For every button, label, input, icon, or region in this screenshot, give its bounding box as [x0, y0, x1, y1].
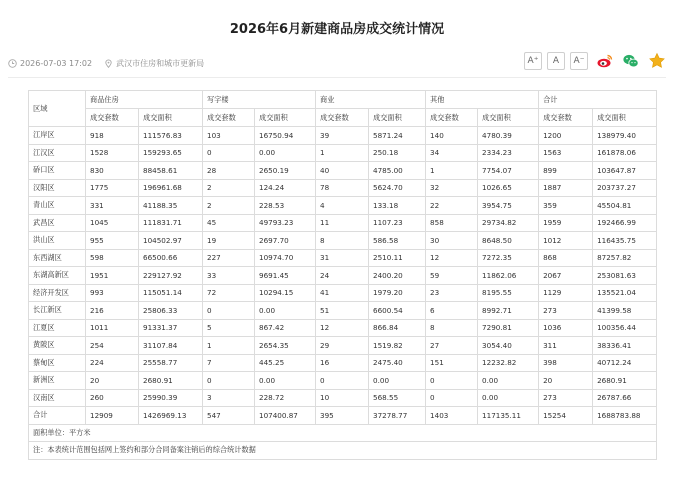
subheader-area: 成交面积	[255, 109, 316, 127]
group-header-other: 其他	[426, 91, 539, 109]
cell-total-units: 398	[539, 354, 593, 372]
cell-commercial-units: 16	[316, 354, 369, 372]
cell-commercial-area: 1979.20	[369, 284, 426, 302]
subheader-units: 成交套数	[203, 109, 255, 127]
cell-other-units: 32	[426, 179, 478, 197]
font-increase-button[interactable]: A⁺	[524, 52, 542, 70]
cell-commercial-area: 866.84	[369, 319, 426, 337]
cell-total-area: 45504.81	[593, 197, 657, 215]
cell-commercial-units: 29	[316, 337, 369, 355]
cell-residential-area: 159293.65	[139, 144, 203, 162]
clock-icon	[8, 59, 17, 68]
table-total-row	[29, 407, 657, 425]
cell-office-units: 0	[203, 372, 255, 390]
cell-total-units: 15254	[539, 407, 593, 425]
cell-commercial-units: 40	[316, 162, 369, 180]
font-decrease-button[interactable]: A⁻	[570, 52, 588, 70]
footnote-row	[29, 442, 657, 460]
cell-other-units: 59	[426, 267, 478, 285]
cell-other-units: 23	[426, 284, 478, 302]
cell-other-units: 27	[426, 337, 478, 355]
cell-office-units: 0	[203, 144, 255, 162]
table-row	[29, 337, 657, 355]
subheader-units: 成交套数	[86, 109, 139, 127]
subheader-area: 成交面积	[139, 109, 203, 127]
cell-region: 长江新区	[29, 302, 86, 320]
table-row	[29, 214, 657, 232]
subheader-units: 成交套数	[426, 109, 478, 127]
cell-other-units: 0	[426, 389, 478, 407]
cell-residential-units: 1775	[86, 179, 139, 197]
cell-total-units: 1887	[539, 179, 593, 197]
region-header: 区域	[29, 91, 86, 127]
sales-statistics-table	[28, 90, 657, 460]
table-row	[29, 354, 657, 372]
cell-office-units: 2	[203, 179, 255, 197]
cell-residential-units: 993	[86, 284, 139, 302]
cell-region: 江汉区	[29, 144, 86, 162]
cell-residential-area: 91331.37	[139, 319, 203, 337]
cell-other-area: 7754.07	[478, 162, 539, 180]
cell-residential-units: 1528	[86, 144, 139, 162]
cell-total-units: 20	[539, 372, 593, 390]
cell-commercial-area: 0.00	[369, 372, 426, 390]
cell-residential-area: 111576.83	[139, 127, 203, 145]
weibo-share-icon[interactable]	[596, 52, 614, 70]
cell-total-area: 103647.87	[593, 162, 657, 180]
table-row	[29, 197, 657, 215]
group-header-total: 合计	[539, 91, 657, 109]
group-header-office: 写字楼	[203, 91, 316, 109]
location-icon	[104, 59, 113, 68]
cell-residential-units: 955	[86, 232, 139, 250]
cell-residential-area: 1426969.13	[139, 407, 203, 425]
subheader-area: 成交面积	[369, 109, 426, 127]
cell-other-area: 3954.75	[478, 197, 539, 215]
cell-office-units: 1	[203, 337, 255, 355]
cell-other-area: 7290.81	[478, 319, 539, 337]
cell-residential-units: 254	[86, 337, 139, 355]
table-subheader-row	[29, 109, 657, 127]
cell-total-units: 2067	[539, 267, 593, 285]
cell-commercial-area: 568.55	[369, 389, 426, 407]
cell-residential-area: 66500.66	[139, 249, 203, 267]
cell-residential-area: 111831.71	[139, 214, 203, 232]
publish-time: 2026-07-03 17:02	[20, 59, 93, 68]
cell-region: 蔡甸区	[29, 354, 86, 372]
cell-residential-units: 598	[86, 249, 139, 267]
cell-other-area: 8195.55	[478, 284, 539, 302]
cell-total-units: 899	[539, 162, 593, 180]
cell-residential-units: 331	[86, 197, 139, 215]
cell-residential-units: 830	[86, 162, 139, 180]
cell-residential-area: 31107.84	[139, 337, 203, 355]
cell-other-units: 858	[426, 214, 478, 232]
cell-other-area: 1026.65	[478, 179, 539, 197]
cell-total-units: 1036	[539, 319, 593, 337]
cell-total-units: 311	[539, 337, 593, 355]
cell-commercial-area: 5624.70	[369, 179, 426, 197]
table-row	[29, 144, 657, 162]
cell-other-units: 151	[426, 354, 478, 372]
cell-other-area: 3054.40	[478, 337, 539, 355]
cell-commercial-area: 586.58	[369, 232, 426, 250]
table-row	[29, 284, 657, 302]
cell-other-units: 140	[426, 127, 478, 145]
cell-office-units: 19	[203, 232, 255, 250]
table-row	[29, 302, 657, 320]
table-row	[29, 249, 657, 267]
font-default-button[interactable]: A	[547, 52, 565, 70]
cell-region: 江岸区	[29, 127, 86, 145]
cell-total-units: 1129	[539, 284, 593, 302]
cell-residential-units: 1011	[86, 319, 139, 337]
cell-other-area: 4780.39	[478, 127, 539, 145]
cell-office-area: 10974.70	[255, 249, 316, 267]
cell-residential-area: 104502.97	[139, 232, 203, 250]
cell-commercial-units: 4	[316, 197, 369, 215]
table-row	[29, 267, 657, 285]
cell-commercial-units: 51	[316, 302, 369, 320]
cell-office-area: 2654.35	[255, 337, 316, 355]
table-row	[29, 179, 657, 197]
unit-note-row	[29, 424, 657, 442]
meta-divider	[8, 77, 666, 78]
cell-office-area: 0.00	[255, 144, 316, 162]
cell-region: 江夏区	[29, 319, 86, 337]
cell-commercial-area: 4785.00	[369, 162, 426, 180]
table-row	[29, 232, 657, 250]
cell-office-area: 867.42	[255, 319, 316, 337]
cell-region: 新洲区	[29, 372, 86, 390]
cell-total-units: 273	[539, 302, 593, 320]
cell-commercial-area: 5871.24	[369, 127, 426, 145]
cell-office-units: 7	[203, 354, 255, 372]
cell-office-units: 0	[203, 302, 255, 320]
page-title: 2026年6月新建商品房成交统计情况	[229, 22, 445, 37]
cell-commercial-area: 6600.54	[369, 302, 426, 320]
cell-office-units: 33	[203, 267, 255, 285]
cell-total-area: 38336.41	[593, 337, 657, 355]
cell-other-area: 8992.71	[478, 302, 539, 320]
cell-other-area: 8648.50	[478, 232, 539, 250]
cell-office-area: 228.72	[255, 389, 316, 407]
cell-residential-area: 229127.92	[139, 267, 203, 285]
subheader-area: 成交面积	[593, 109, 657, 127]
cell-residential-area: 25806.33	[139, 302, 203, 320]
cell-commercial-area: 250.18	[369, 144, 426, 162]
cell-office-area: 16750.94	[255, 127, 316, 145]
cell-other-area: 7272.35	[478, 249, 539, 267]
cell-commercial-units: 31	[316, 249, 369, 267]
cell-office-units: 28	[203, 162, 255, 180]
cell-region: 经济开发区	[29, 284, 86, 302]
cell-office-units: 72	[203, 284, 255, 302]
cell-commercial-area: 2510.11	[369, 249, 426, 267]
cell-office-units: 547	[203, 407, 255, 425]
cell-total-area: 135521.04	[593, 284, 657, 302]
cell-total-area: 161878.06	[593, 144, 657, 162]
cell-other-area: 12232.82	[478, 354, 539, 372]
cell-region: 洪山区	[29, 232, 86, 250]
cell-commercial-units: 39	[316, 127, 369, 145]
cell-total-area: 116435.75	[593, 232, 657, 250]
article-tools	[519, 52, 666, 70]
cell-commercial-area: 2400.20	[369, 267, 426, 285]
table-row	[29, 319, 657, 337]
cell-other-units: 34	[426, 144, 478, 162]
table-row	[29, 372, 657, 390]
cell-total-area: 100356.44	[593, 319, 657, 337]
cell-commercial-units: 24	[316, 267, 369, 285]
cell-region: 武昌区	[29, 214, 86, 232]
cell-total-units: 359	[539, 197, 593, 215]
cell-office-units: 3	[203, 389, 255, 407]
cell-office-area: 124.24	[255, 179, 316, 197]
cell-region: 青山区	[29, 197, 86, 215]
cell-other-units: 1403	[426, 407, 478, 425]
cell-residential-area: 25558.77	[139, 354, 203, 372]
cell-residential-area: 25990.39	[139, 389, 203, 407]
cell-residential-area: 115051.14	[139, 284, 203, 302]
article-meta	[8, 58, 204, 69]
cell-office-area: 0.00	[255, 372, 316, 390]
subheader-units: 成交套数	[539, 109, 593, 127]
cell-total-units: 273	[539, 389, 593, 407]
cell-total-units: 1959	[539, 214, 593, 232]
cell-region: 合计	[29, 407, 86, 425]
cell-commercial-units: 41	[316, 284, 369, 302]
cell-office-units: 103	[203, 127, 255, 145]
cell-other-area: 0.00	[478, 372, 539, 390]
cell-office-area: 107400.87	[255, 407, 316, 425]
cell-total-area: 41399.58	[593, 302, 657, 320]
cell-total-area: 2680.91	[593, 372, 657, 390]
table-row	[29, 389, 657, 407]
cell-total-area: 40712.24	[593, 354, 657, 372]
cell-total-area: 138979.40	[593, 127, 657, 145]
cell-office-units: 5	[203, 319, 255, 337]
cell-region: 东西湖区	[29, 249, 86, 267]
cell-other-area: 117135.11	[478, 407, 539, 425]
cell-office-units: 45	[203, 214, 255, 232]
table-row	[29, 127, 657, 145]
cell-residential-units: 1045	[86, 214, 139, 232]
cell-commercial-area: 133.18	[369, 197, 426, 215]
cell-commercial-units: 11	[316, 214, 369, 232]
cell-office-area: 2650.19	[255, 162, 316, 180]
cell-residential-area: 41188.35	[139, 197, 203, 215]
cell-office-area: 10294.15	[255, 284, 316, 302]
cell-residential-units: 224	[86, 354, 139, 372]
cell-commercial-area: 2475.40	[369, 354, 426, 372]
cell-other-area: 29734.82	[478, 214, 539, 232]
cell-office-area: 445.25	[255, 354, 316, 372]
unit-note: 面积单位：平方米	[29, 424, 657, 442]
cell-total-units: 1012	[539, 232, 593, 250]
publish-source: 武汉市住房和城市更新局	[116, 59, 205, 68]
cell-residential-units: 260	[86, 389, 139, 407]
cell-region: 汉南区	[29, 389, 86, 407]
cell-residential-area: 196961.68	[139, 179, 203, 197]
cell-total-area: 253081.63	[593, 267, 657, 285]
wechat-share-icon[interactable]	[622, 52, 640, 70]
cell-total-units: 1200	[539, 127, 593, 145]
cell-other-units: 0	[426, 372, 478, 390]
cell-total-area: 1688783.88	[593, 407, 657, 425]
cell-office-area: 9691.45	[255, 267, 316, 285]
cell-other-area: 0.00	[478, 389, 539, 407]
cell-other-units: 30	[426, 232, 478, 250]
group-header-commercial: 商业	[316, 91, 426, 109]
cell-commercial-area: 37278.77	[369, 407, 426, 425]
table-footnote: 注：本表统计范围包括网上签约和部分合同备案注销后的综合统计数据	[29, 442, 657, 460]
cell-residential-units: 918	[86, 127, 139, 145]
cell-residential-units: 1951	[86, 267, 139, 285]
cell-commercial-units: 0	[316, 372, 369, 390]
cell-region: 东湖高新区	[29, 267, 86, 285]
cell-residential-units: 20	[86, 372, 139, 390]
cell-commercial-area: 1107.23	[369, 214, 426, 232]
table-group-header-row	[29, 91, 657, 109]
subheader-units: 成交套数	[316, 109, 369, 127]
cell-commercial-units: 395	[316, 407, 369, 425]
cell-total-area: 192466.99	[593, 214, 657, 232]
cell-office-units: 2	[203, 197, 255, 215]
cell-other-units: 22	[426, 197, 478, 215]
cell-office-area: 0.00	[255, 302, 316, 320]
cell-office-area: 49793.23	[255, 214, 316, 232]
cell-other-area: 2334.23	[478, 144, 539, 162]
cell-total-units: 1563	[539, 144, 593, 162]
group-header-residential: 商品住房	[86, 91, 203, 109]
cell-residential-area: 88458.61	[139, 162, 203, 180]
cell-office-units: 227	[203, 249, 255, 267]
cell-region: 黄陂区	[29, 337, 86, 355]
subheader-area: 成交面积	[478, 109, 539, 127]
favorite-star-icon[interactable]	[648, 52, 666, 70]
cell-other-units: 12	[426, 249, 478, 267]
table-row	[29, 162, 657, 180]
cell-office-area: 2697.70	[255, 232, 316, 250]
cell-commercial-units: 78	[316, 179, 369, 197]
cell-commercial-units: 1	[316, 144, 369, 162]
cell-residential-area: 2680.91	[139, 372, 203, 390]
cell-other-units: 1	[426, 162, 478, 180]
cell-commercial-units: 12	[316, 319, 369, 337]
cell-other-units: 8	[426, 319, 478, 337]
cell-residential-units: 216	[86, 302, 139, 320]
cell-total-area: 87257.82	[593, 249, 657, 267]
cell-commercial-units: 10	[316, 389, 369, 407]
cell-office-area: 228.53	[255, 197, 316, 215]
cell-commercial-units: 8	[316, 232, 369, 250]
cell-commercial-area: 1519.82	[369, 337, 426, 355]
cell-total-area: 203737.27	[593, 179, 657, 197]
cell-total-units: 868	[539, 249, 593, 267]
cell-region: 硚口区	[29, 162, 86, 180]
cell-region: 汉阳区	[29, 179, 86, 197]
cell-total-area: 26787.66	[593, 389, 657, 407]
cell-other-units: 6	[426, 302, 478, 320]
cell-residential-units: 12909	[86, 407, 139, 425]
cell-other-area: 11862.06	[478, 267, 539, 285]
